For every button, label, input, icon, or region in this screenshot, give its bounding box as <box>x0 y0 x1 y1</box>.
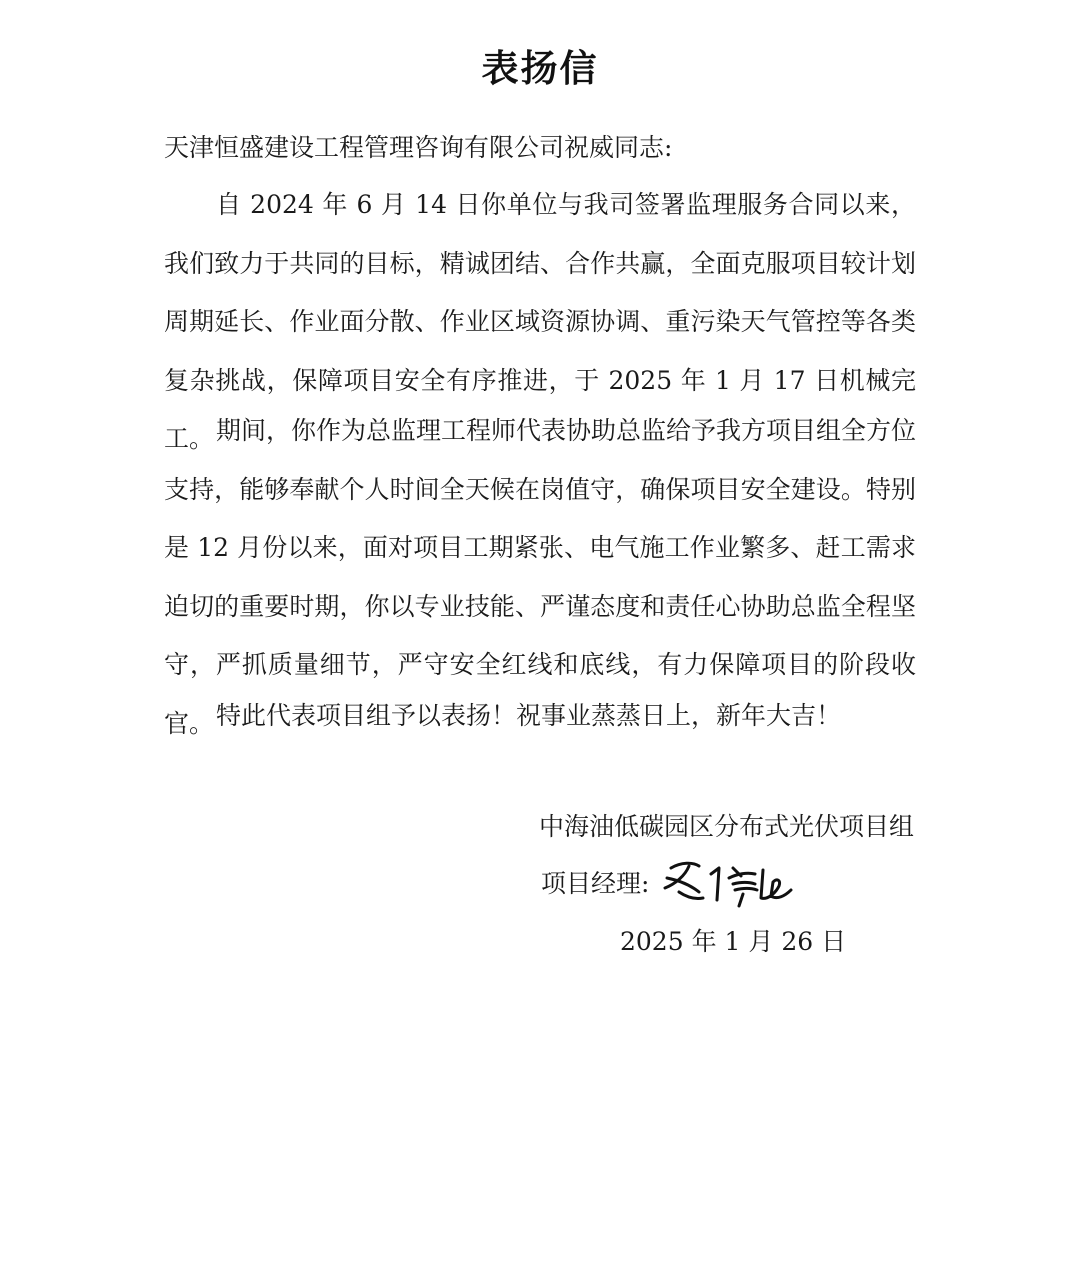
manager-signature-row <box>541 852 799 912</box>
paragraph-1: 自 2024 年 6 月 14 日你单位与我司签署监理服务合同以来，我们致力于共同的目标，精诚团结、合作共赢，全面克服项目较计划周期延长、作业面分散、作业区域资源协调、重污染天气管控等各类复杂挑战，保障项目安全有序推进，于 2025 年 1 月 17 日机械完工。 <box>164 190 916 454</box>
salutation: 天津恒盛建设工程管理咨询有限公司祝威同志: <box>164 133 673 162</box>
page-title: 表扬信 <box>481 47 599 90</box>
manager-label: 项目经理: <box>541 869 650 898</box>
paragraph-2: 期间，你作为总监理工程师代表协助总监给予我方项目组全方位支持，能够奉献个人时间全天候在岗值守，确保项目安全建设。特别是 12 月份以来，面对项目工期紧张、电气施工作业繁多、赶工需求迫切的重要时期，你以专业技能、严谨态度和责任心协助总监全程坚守，严抓质量细节，严守安全红线和底线，有力保障项目的阶段收官。 <box>164 416 917 738</box>
handwritten-signature <box>659 854 799 910</box>
signature-date: 2025 年 1 月 26 日 <box>620 927 847 956</box>
paragraph-3: 特此代表项目组予以表扬！祝事业蒸蒸日上，新年大吉！ <box>216 701 842 730</box>
signature-organization: 中海油低碳园区分布式光伏项目组 <box>538 812 914 841</box>
